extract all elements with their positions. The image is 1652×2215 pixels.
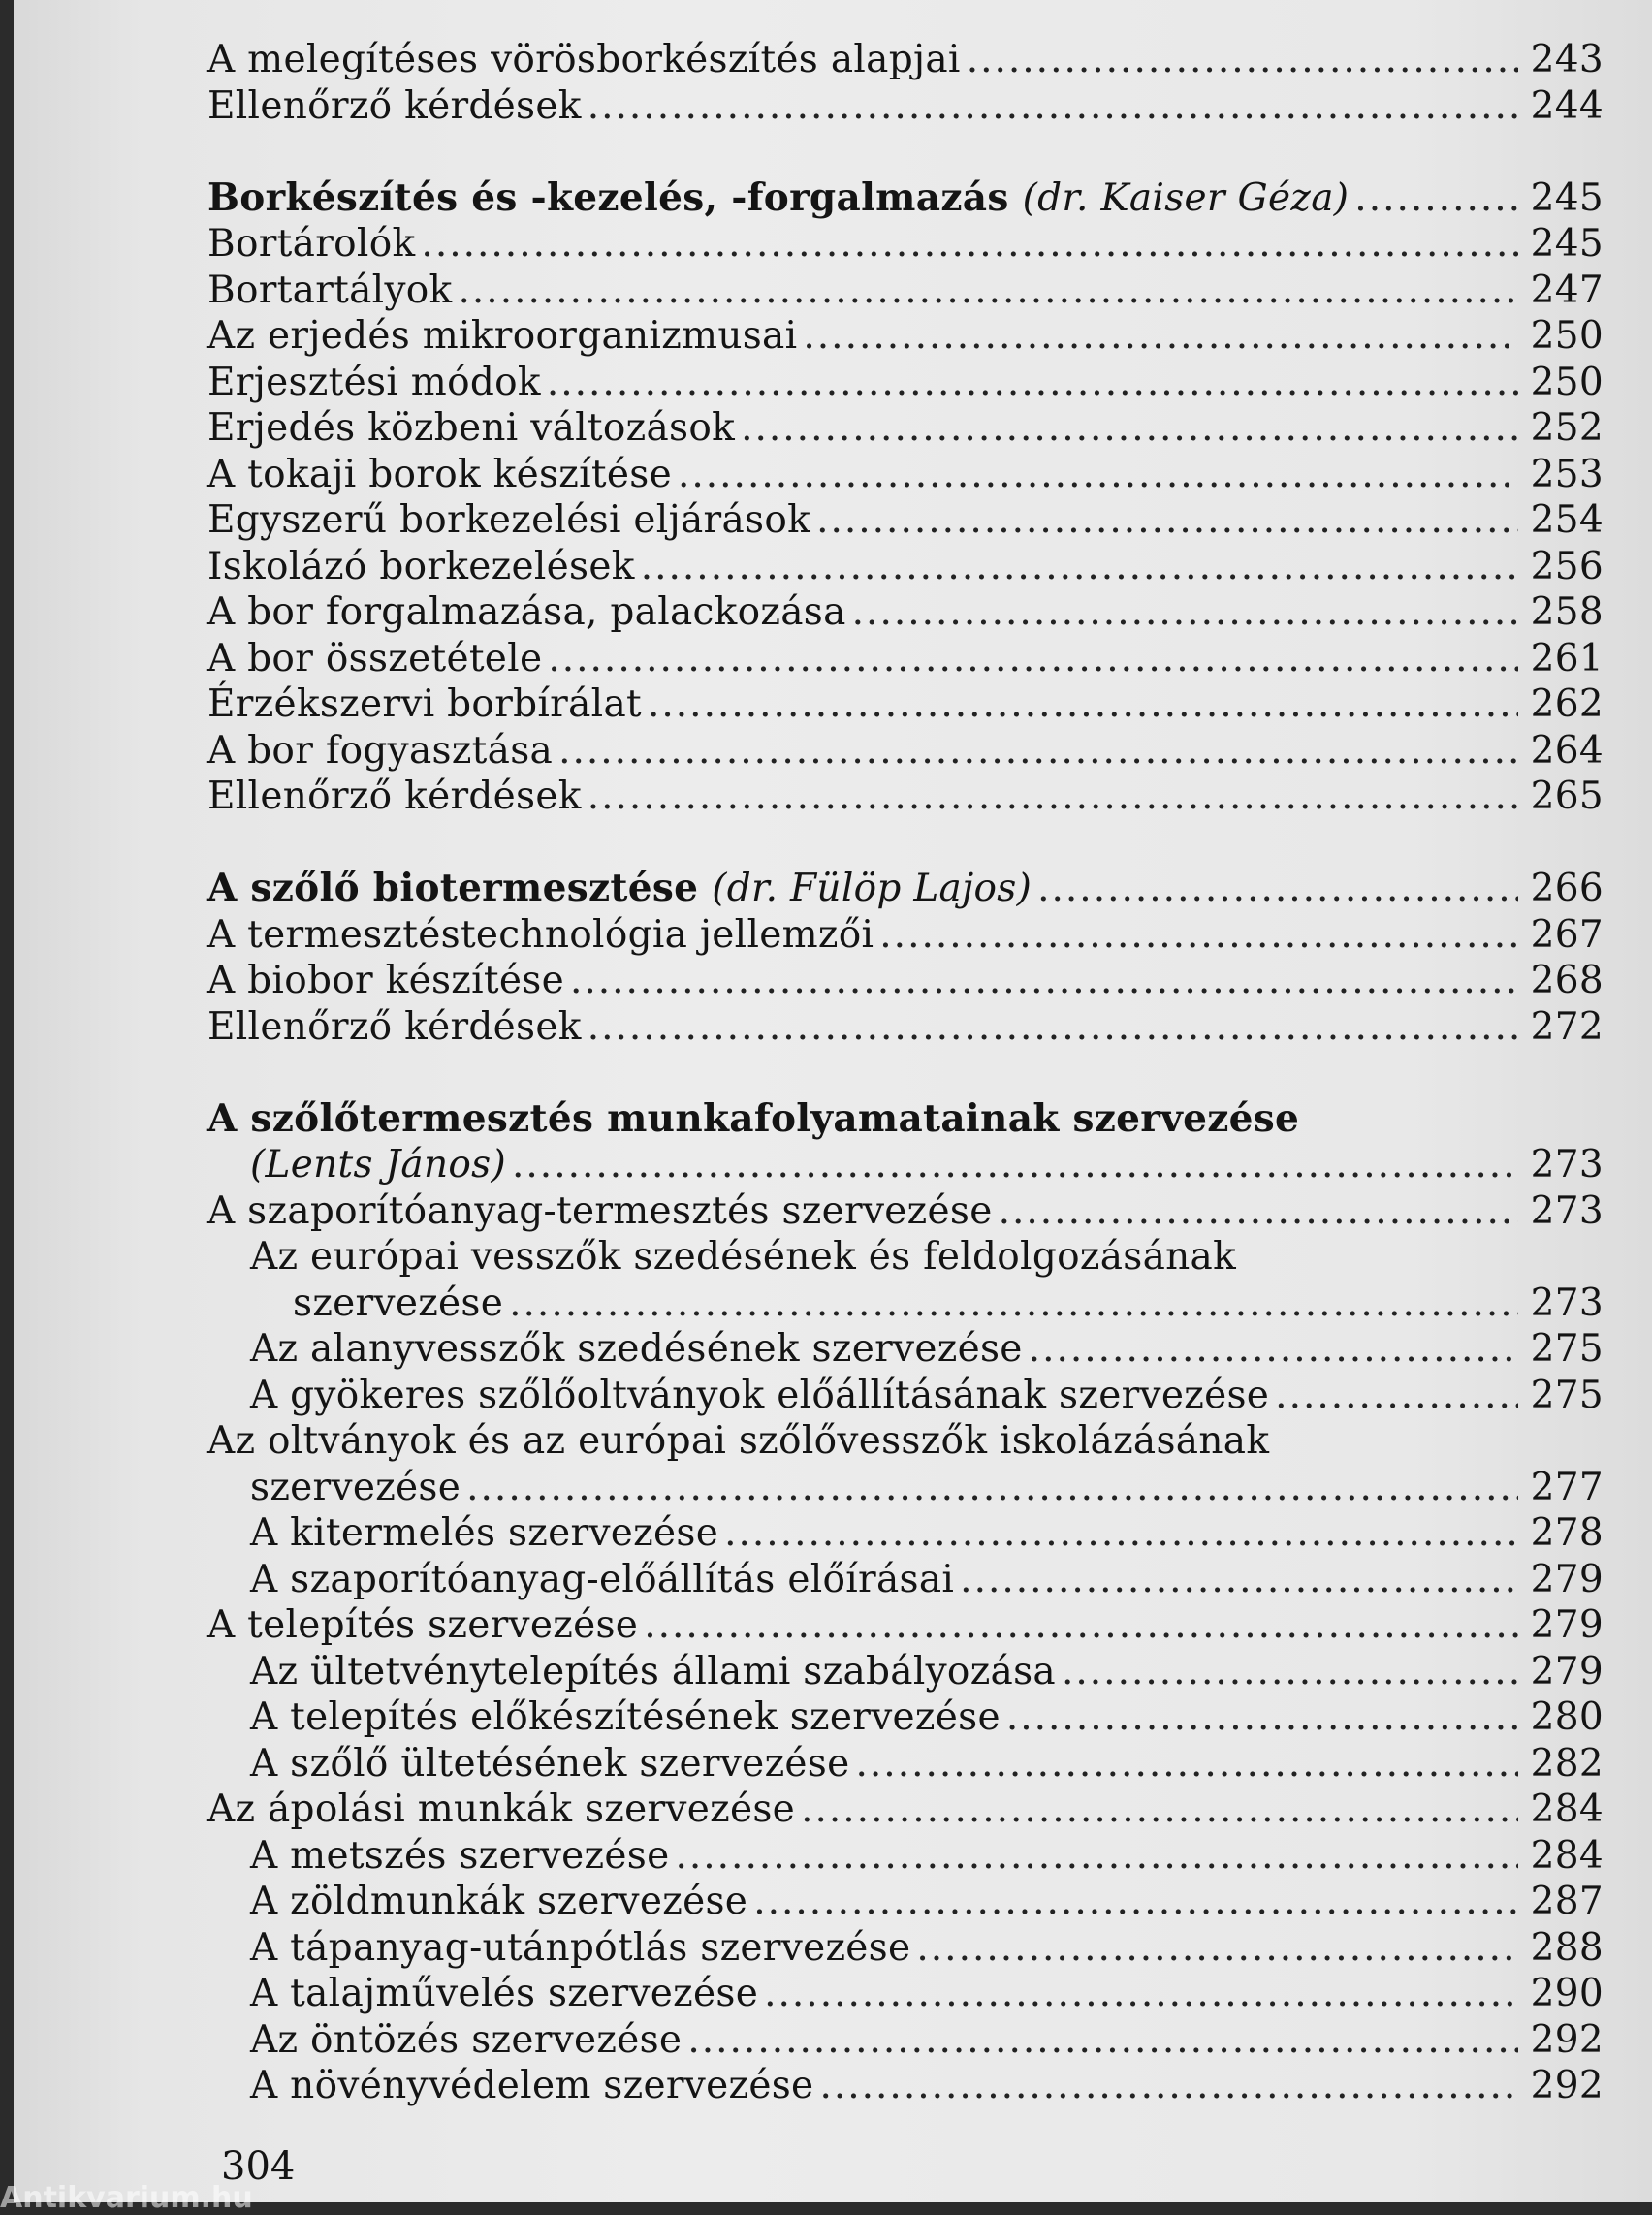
- table-of-contents: [207, 37, 1604, 2109]
- toc-entry-title: Az öntözés szervezése: [250, 2017, 683, 2062]
- toc-entry-title: szervezése: [250, 1465, 461, 1509]
- toc-entry: [207, 774, 1604, 820]
- toc-entry: [207, 1418, 1604, 1465]
- toc-entry-title: A termesztéstechnológia jellemzői: [207, 912, 874, 957]
- toc-entry: [207, 1510, 1604, 1557]
- toc-page-number: 279: [1530, 1603, 1604, 1647]
- toc-entry-title: A tokaji borok készítése: [207, 452, 672, 496]
- dot-leader: [588, 83, 1518, 130]
- toc-entry: [207, 2017, 1604, 2064]
- toc-page-number: 267: [1530, 912, 1604, 957]
- dot-leader: [570, 958, 1518, 1004]
- toc-entry-title: A növényvédelem szervezése: [250, 2064, 814, 2107]
- dot-leader: [512, 1142, 1518, 1188]
- toc-entry-title: A kitermelés szervezése: [250, 1511, 719, 1555]
- toc-page-number: 279: [1530, 1557, 1604, 1601]
- toc-page-number: 284: [1530, 1833, 1604, 1878]
- toc-entry: [207, 1649, 1604, 1695]
- toc-page-number: 247: [1530, 268, 1604, 312]
- dot-leader: [1275, 1373, 1518, 1419]
- toc-entry-title: A szőlő ültetésének szervezése: [250, 1741, 850, 1786]
- dot-leader: [466, 1465, 1518, 1511]
- toc-entry-title: Erjedés közbeni változások: [207, 406, 736, 450]
- toc-page-number: 262: [1530, 682, 1604, 726]
- toc-entry: [207, 221, 1604, 268]
- toc-entry-title: A szőlő biotermesztése: [207, 866, 699, 910]
- dot-leader: [641, 544, 1518, 590]
- toc-entry: [207, 1142, 1604, 1188]
- dot-leader: [856, 1741, 1519, 1788]
- toc-page-number: 268: [1530, 959, 1604, 1002]
- dot-leader: [960, 1557, 1518, 1603]
- toc-entry: [207, 37, 1604, 83]
- toc-entry-title: A bor fogyasztása: [207, 728, 554, 773]
- toc-page-number: 272: [1530, 1004, 1604, 1049]
- toc-entry: [207, 1326, 1604, 1373]
- dot-leader: [753, 1879, 1518, 1925]
- toc-section-heading: [207, 1096, 1604, 1143]
- book-page: [14, 0, 1652, 2202]
- dot-leader: [1037, 866, 1518, 912]
- toc-entry-title: A telepítés szervezése: [207, 1603, 639, 1647]
- dot-leader: [852, 589, 1518, 636]
- dot-leader: [967, 37, 1518, 83]
- toc-entry: [207, 1787, 1604, 1833]
- toc-entry-title: Érzékszervi borbírálat: [207, 682, 642, 726]
- toc-entry: [207, 1234, 1604, 1281]
- toc-page-number: 273: [1530, 1188, 1604, 1233]
- toc-entry-title: A szőlőtermesztés munkafolyamatainak szervezése: [207, 1095, 1300, 1141]
- toc-entry: [207, 1557, 1604, 1603]
- toc-entry-title: A talajművelés szervezése: [250, 1972, 759, 2015]
- toc-page-number: 288: [1530, 1925, 1604, 1970]
- toc-entry: [207, 1281, 1604, 1327]
- toc-page-number: 243: [1530, 38, 1604, 81]
- dot-leader: [547, 360, 1518, 406]
- toc-entry: [207, 1833, 1604, 1880]
- dot-leader: [801, 1787, 1518, 1833]
- toc-page-number: 250: [1530, 314, 1604, 358]
- toc-entry-title: Az ültetvénytelepítés állami szabályozása: [250, 1649, 1056, 1693]
- dot-leader: [421, 221, 1518, 268]
- toc-entry: [207, 1925, 1604, 1972]
- dot-leader: [509, 1281, 1518, 1327]
- toc-page-number: 277: [1530, 1465, 1604, 1509]
- toc-page-number: 254: [1530, 498, 1604, 542]
- toc-entry-title: A zöldmunkák szervezése: [250, 1880, 748, 1923]
- dot-leader: [588, 774, 1518, 820]
- toc-entry-title: Bortartályok: [207, 268, 453, 312]
- toc-page-number: 279: [1530, 1649, 1604, 1693]
- toc-entry: [207, 912, 1604, 959]
- toc-page-number: 275: [1530, 1373, 1604, 1417]
- toc-page-number: 282: [1530, 1741, 1604, 1786]
- toc-entry-title: Iskolázó borkezelések: [207, 544, 635, 588]
- toc-page-number: 258: [1530, 590, 1604, 634]
- toc-page-number: 252: [1530, 406, 1604, 450]
- watermark: Antikvarium.hu: [0, 2181, 253, 2215]
- toc-entry: [207, 2063, 1604, 2109]
- toc-page-number: 275: [1530, 1327, 1604, 1371]
- toc-page-number: 253: [1530, 452, 1604, 496]
- dot-leader: [741, 405, 1518, 452]
- dot-leader: [1354, 175, 1518, 222]
- toc-entry-title: A telepítés előkészítésének szervezése: [250, 1695, 1001, 1739]
- toc-entry: [207, 1373, 1604, 1419]
- toc-entry-title: A gyökeres szőlőoltványok előállításának szervezése: [250, 1373, 1270, 1417]
- toc-entry-author: (dr. Fülöp Lajos): [712, 867, 1032, 910]
- toc-entry: [207, 1879, 1604, 1925]
- toc-entry-title: Erjesztési módok: [207, 360, 541, 404]
- toc-page-number: 273: [1530, 1281, 1604, 1325]
- section-gap: [207, 820, 1604, 867]
- toc-entry-title: A melegítéses vörösborkészítés alapjai: [207, 38, 961, 81]
- toc-entry-title: A biobor készítése: [207, 959, 564, 1002]
- dot-leader: [675, 1833, 1518, 1880]
- toc-entry: [207, 589, 1604, 636]
- toc-entry: [207, 1004, 1604, 1051]
- toc-page-number: 290: [1530, 1972, 1604, 2015]
- toc-page-number: 265: [1530, 775, 1604, 818]
- page-number: 304: [221, 2144, 296, 2189]
- toc-section-heading: [207, 866, 1604, 912]
- toc-section-heading: [207, 175, 1604, 222]
- toc-entry: [207, 681, 1604, 728]
- toc-entry: [207, 1694, 1604, 1741]
- dot-leader: [1029, 1326, 1518, 1373]
- toc-page-number: 273: [1530, 1143, 1604, 1187]
- toc-entry: [207, 360, 1604, 406]
- dot-leader: [687, 2017, 1518, 2064]
- toc-page-number: 266: [1530, 867, 1604, 910]
- dot-leader: [816, 497, 1518, 544]
- toc-entry-title: Az oltványok és az európai szőlővesszők iskolázásának: [207, 1419, 1270, 1463]
- toc-page-number: 245: [1530, 222, 1604, 266]
- toc-entry-title: Bortárolók: [207, 222, 416, 266]
- dot-leader: [588, 1004, 1518, 1051]
- toc-page-number: 278: [1530, 1511, 1604, 1555]
- toc-entry: [207, 1465, 1604, 1511]
- toc-entry: [207, 405, 1604, 452]
- section-gap: [207, 129, 1604, 175]
- dot-leader: [819, 2063, 1518, 2109]
- toc-page-number: 280: [1530, 1695, 1604, 1739]
- toc-entry: [207, 1188, 1604, 1235]
- dot-leader: [648, 681, 1518, 728]
- toc-entry: [207, 1602, 1604, 1649]
- toc-entry: [207, 452, 1604, 498]
- toc-entry-title: A szaporítóanyag-előállítás előírásai: [250, 1557, 955, 1601]
- toc-entry-title: A metszés szervezése: [250, 1833, 670, 1878]
- dot-leader: [548, 636, 1518, 682]
- toc-page-number: 261: [1530, 636, 1604, 680]
- dot-leader: [999, 1188, 1518, 1235]
- toc-entry: [207, 544, 1604, 590]
- toc-page-number: 256: [1530, 544, 1604, 588]
- toc-entry-title: Az európai vesszők szedésének és feldolgozásának: [250, 1235, 1237, 1279]
- dot-leader: [803, 313, 1518, 360]
- toc-entry-title: A bor forgalmazása, palackozása: [207, 590, 846, 634]
- toc-page-number: 287: [1530, 1880, 1604, 1923]
- dot-leader: [879, 912, 1518, 959]
- toc-entry-title: Ellenőrző kérdések: [207, 83, 582, 128]
- dot-leader: [1062, 1649, 1518, 1695]
- toc-page-number: 250: [1530, 360, 1604, 404]
- toc-entry-title: Borkészítés és -kezelés, -forgalmazás: [207, 174, 1009, 220]
- toc-entry: [207, 636, 1604, 682]
- toc-page-number: 292: [1530, 2064, 1604, 2107]
- toc-entry: [207, 958, 1604, 1004]
- toc-entry-title: A tápanyag-utánpótlás szervezése: [250, 1925, 911, 1970]
- toc-entry-title: A bor összetétele: [207, 636, 543, 680]
- toc-entry-title: Ellenőrző kérdések: [207, 775, 582, 818]
- toc-entry-author: (dr. Kaiser Géza): [1022, 175, 1350, 220]
- dot-leader: [644, 1602, 1518, 1649]
- toc-page-number: 292: [1530, 2017, 1604, 2062]
- toc-entry-title: Az alanyvesszők szedésének szervezése: [250, 1327, 1023, 1371]
- toc-page-number: 284: [1530, 1788, 1604, 1831]
- toc-page-number: 245: [1530, 175, 1604, 220]
- toc-entry-title: Ellenőrző kérdések: [207, 1004, 582, 1049]
- toc-entry-author: (Lents János): [250, 1143, 507, 1187]
- dot-leader: [916, 1925, 1518, 1972]
- toc-entry-title: szervezése: [293, 1281, 504, 1325]
- section-gap: [207, 1050, 1604, 1096]
- toc-entry-title: Az ápolási munkák szervezése: [207, 1788, 796, 1831]
- toc-entry: [207, 497, 1604, 544]
- dot-leader: [558, 728, 1518, 775]
- dot-leader: [724, 1510, 1518, 1557]
- toc-entry-title: Az erjedés mikroorganizmusai: [207, 314, 798, 358]
- toc-page-number: 264: [1530, 728, 1604, 773]
- toc-entry: [207, 313, 1604, 360]
- dot-leader: [459, 268, 1519, 314]
- toc-entry-title: Egyszerű borkezelési eljárások: [207, 498, 811, 542]
- toc-entry: [207, 1741, 1604, 1788]
- toc-entry: [207, 728, 1604, 775]
- dot-leader: [764, 1971, 1518, 2017]
- toc-page-number: 244: [1530, 83, 1604, 128]
- toc-entry: [207, 268, 1604, 314]
- toc-entry: [207, 1971, 1604, 2017]
- toc-entry: [207, 83, 1604, 130]
- dot-leader: [1006, 1694, 1518, 1741]
- dot-leader: [678, 452, 1518, 498]
- toc-entry-title: A szaporítóanyag-termesztés szervezése: [207, 1188, 993, 1233]
